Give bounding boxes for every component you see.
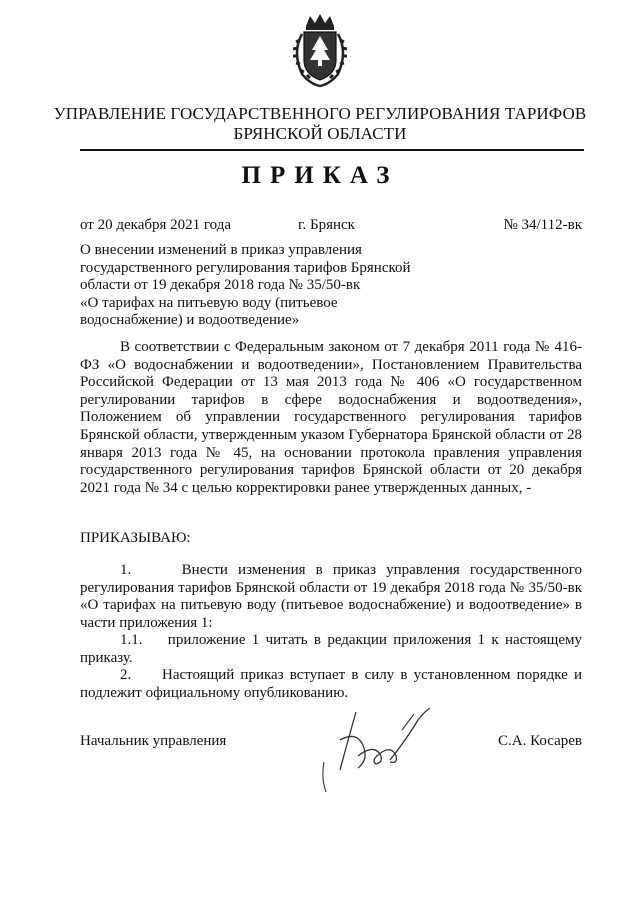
signatory-name: С.А. Косарев	[498, 733, 582, 749]
order-subject	[80, 242, 420, 330]
subject-line: водоснабжение) и водоотведение»	[80, 312, 300, 329]
signatory-position: Начальник управления	[80, 733, 227, 749]
document-title: ПРИКАЗ	[241, 162, 399, 189]
order-city: г. Брянск	[298, 217, 355, 233]
order-item-1: 1. Внести изменения в приказ управления государственного регулирования тарифов Брянской области от 19 декабря 2018 года № 35/50-вк «О тарифах на питьевую воду (питьевое водоснабжение) и водоотведение» в части приложения 1:	[80, 562, 582, 631]
organization-name-line1: УПРАВЛЕНИЕ ГОСУДАРСТВЕННОГО РЕГУЛИРОВАНИЯ ТАРИФОВ	[53, 104, 587, 123]
preamble-paragraph: В соответствии с Федеральным законом от 7 декабря 2011 года № 416-ФЗ «О водоснабжении и водоотведении», Постановлением Правительства Российской Федерации от 13 мая 2013 года № 406 «О государственном регулировании тарифов в сфере водоснабжения и водоотведения», Положением об управлении государственного регулирования тарифов Брянской области, утвержденным указом Губернатора Брянской области от 28 января 2013 года № 45, на основании протокола правления управления государственного регулирования тарифов Брянской области от 20 декабря 2021 года № 34 с целью корректировки ранее утвержденных данных, -	[80, 339, 582, 496]
subject-line: государственного регулирования тарифов Брянской	[80, 259, 411, 276]
order-item-1-1: 1.1. приложение 1 читать в редакции приложения 1 к настоящему приказу.	[80, 632, 582, 666]
subject-line: «О тарифах на питьевую воду (питьевое	[80, 294, 338, 311]
organization-name	[0, 104, 640, 144]
subject-line: О внесении изменений в приказ управления	[80, 242, 362, 258]
order-directive: ПРИКАЗЫВАЮ:	[80, 530, 191, 546]
header-divider	[80, 149, 584, 151]
handwritten-signature	[318, 700, 448, 795]
order-item-2: 2. Настоящий приказ вступает в силу в установленном порядке и подлежит официальному опубликованию.	[80, 667, 582, 701]
coat-of-arms-icon	[288, 12, 352, 90]
order-date: от 20 декабря 2021 года	[80, 217, 232, 233]
order-number: № 34/112-вк	[503, 217, 582, 233]
subject-line: области от 19 декабря 2018 года № 35/50-вк	[80, 277, 361, 294]
organization-name-line2: БРЯНСКОЙ ОБЛАСТИ	[233, 124, 407, 143]
